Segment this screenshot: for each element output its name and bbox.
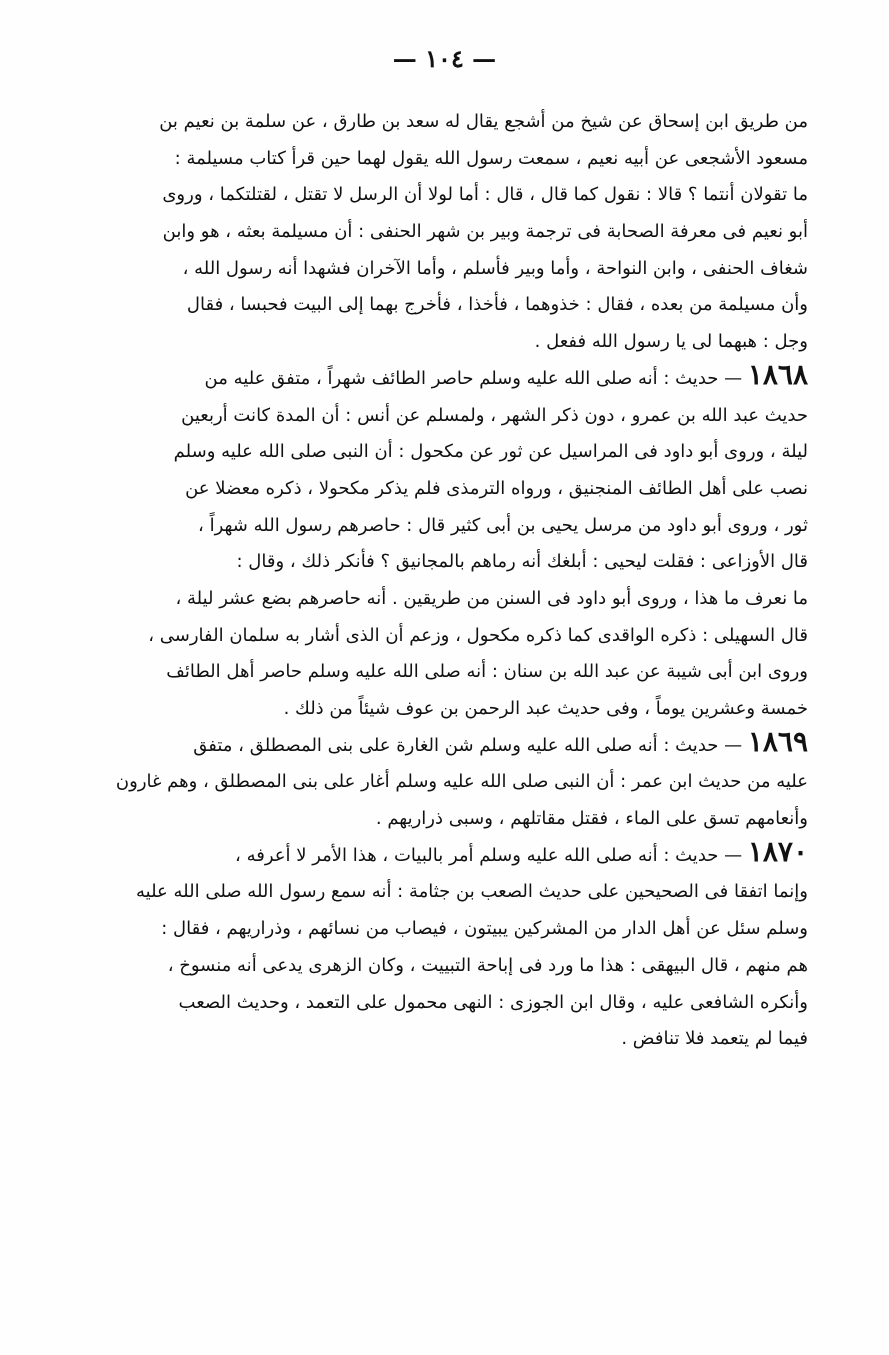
text-line [108, 724, 808, 765]
paragraph [108, 104, 808, 361]
text-segment: — حديث : أنه صلى الله عليه وسلم حاصر الطائف شهراً ، متفق عليه من [204, 367, 748, 389]
hadith-number: ١٨٦٨ [747, 357, 808, 391]
text-line [108, 357, 808, 398]
text-line: وأنكره الشافعى عليه ، وقال ابن الجوزى : النهى محمول على التعمد ، وحديث الصعب [178, 991, 808, 1013]
text-line: شغاف الحنفى ، وابن النواحة ، وأما وبير فأسلم ، وأما الآخران فشهدا أنه رسول الله ، [182, 257, 808, 279]
text-line: عليه من حديث ابن عمر : أن النبى صلى الله عليه وسلم أغار على بنى المصطلق ، وهم غارون [115, 771, 808, 793]
text-line: فيما لم يتعمد فلا تنافض . [621, 1028, 808, 1050]
text-line [108, 834, 808, 875]
text-line: ليلة ، وروى أبو داود فى المراسيل عن ثور عن مكحول : أن النبى صلى الله عليه وسلم [173, 441, 808, 463]
text-line: وأنعامهم تسق على الماء ، فقتل مقاتلهم ، وسبى ذراريهم . [375, 808, 808, 830]
text-line: من طريق ابن إسحاق عن شيخ من أشجع يقال له سعد بن طارق ، عن سلمة بن نعيم بن [159, 111, 808, 132]
text-line: أبو نعيم فى معرفة الصحابة فى ترجمة وبير بن شهر الحنفى : أن مسيلمة بعثه ، هو وابن [162, 221, 808, 243]
text-line: مسعود الأشجعى عن أبيه نعيم ، سمعت رسول الله يقول لهما حين قرأ كتاب مسيلمة : [174, 147, 808, 169]
hadith-entry [108, 834, 808, 1058]
hadith-entry [108, 724, 808, 838]
body-text [108, 104, 808, 1058]
text-segment: — حديث : أنه صلى الله عليه وسلم أمر بالبيات ، هذا الأمر لا أعرفه ، [235, 844, 748, 866]
text-line: خمسة وعشرين يوماً ، وفى حديث عبد الرحمن بن عوف شيئاً من ذلك . [283, 698, 808, 719]
text-line: هم منهم ، قال البيهقى : هذا ما ورد فى إباحة التبييت ، وكان الزهرى يدعى أنه منسوخ ، [167, 954, 808, 976]
text-line: نصب على أهل الطائف المنجنيق ، ورواه الترمذى فلم يذكر مكحولا ، ذكره معضلا عن [185, 477, 808, 499]
text-line: قال السهيلى : ذكره الواقدى كما ذكره مكحول ، وزعم أن الذى أشار به سلمان الفارسى ، [148, 624, 808, 646]
text-line: قال الأوزاعى : فقلت ليحيى : أبلغك أنه رماهم بالمجانيق ؟ فأنكر ذلك ، وقال : [236, 551, 808, 573]
hadith-entry [108, 357, 808, 728]
hadith-number: ١٨٦٩ [747, 724, 808, 758]
text-line: حديث عبد الله بن عمرو ، دون ذكر الشهر ، ولمسلم عن أنس : أن المدة كانت أربعين [181, 404, 808, 426]
text-line: وروى ابن أبى شيبة عن عبد الله بن سنان : أنه صلى الله عليه وسلم حاصر أهل الطائف [166, 661, 808, 683]
hadith-number: ١٨٧٠ [747, 834, 808, 868]
page-number: — ١٠٤ — [392, 44, 497, 73]
text-line: وجل : هبهما لى يا رسول الله ففعل . [534, 331, 808, 353]
text-line: ما نعرف ما هذا ، وروى أبو داود فى السنن من طريقين . أنه حاصرهم بضع عشر ليلة ، [175, 587, 808, 609]
text-line: ثور ، وروى أبو داود من مرسل يحيى بن أبى كثير قال : حاصرهم رسول الله شهراً ، [198, 514, 808, 536]
text-line: ما تقولان أنتما ؟ قالا : نقول كما قال ، قال : أما لولا أن الرسل لا تقتل ، لقتلتكما ، وروى [162, 184, 808, 206]
text-line: وأن مسيلمة من بعده ، فقال : خذوهما ، فأخذا ، فأخرج بهما إلى البيت فحبسا ، فقال [186, 294, 808, 316]
text-line: وإنما اتفقا فى الصحيحين على حديث الصعب بن جثامة : أنه سمع رسول الله صلى الله عليه [136, 881, 808, 903]
text-segment: — حديث : أنه صلى الله عليه وسلم شن الغارة على بنى المصطلق ، متفق [193, 734, 748, 756]
text-line: وسلم سئل عن أهل الدار من المشركين يبيتون ، فيصاب من نسائهم ، وذراريهم ، فقال : [161, 918, 808, 940]
